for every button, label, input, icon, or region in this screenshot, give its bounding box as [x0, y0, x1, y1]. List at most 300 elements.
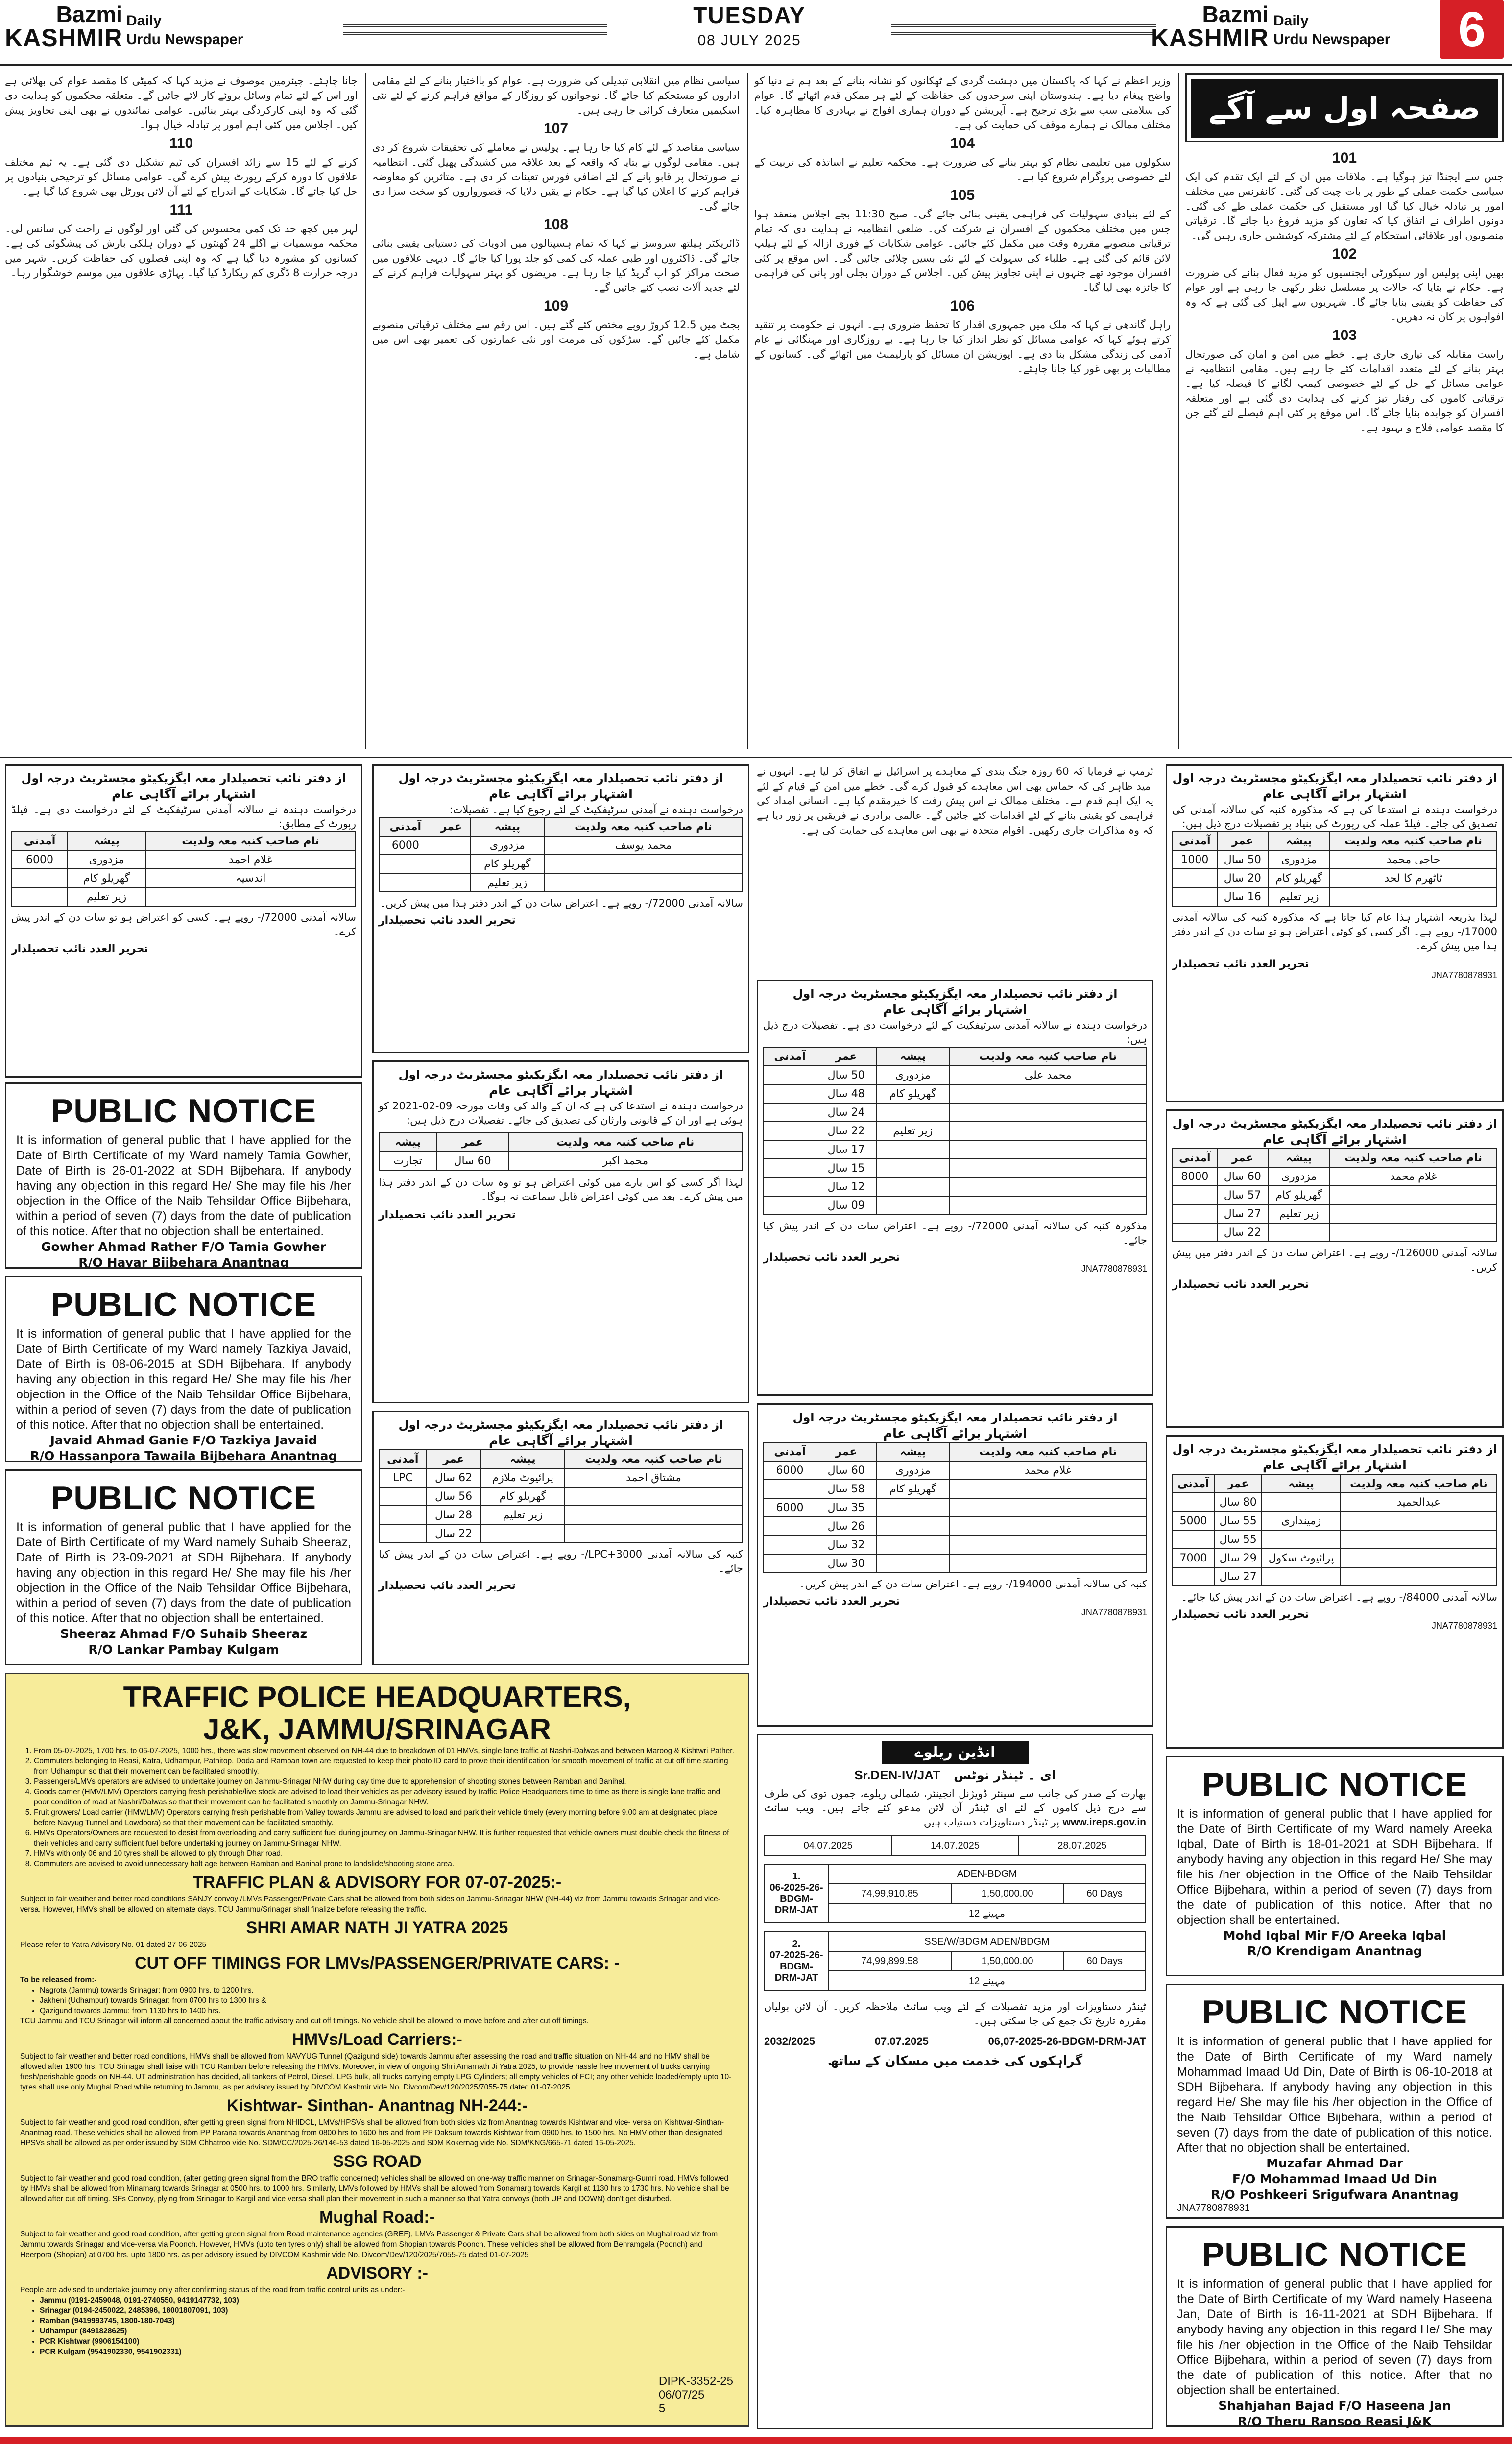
notice-title: PUBLIC NOTICE	[51, 1092, 316, 1129]
cell	[1341, 1530, 1497, 1549]
ad-body-2: سالانہ آمدنی 72000/- روپے ہے۔ اعتراض سات دن کے اندر دفتر ہذا میں پیش کریں۔	[380, 897, 743, 909]
cell	[764, 1554, 816, 1573]
ad-body: درخواست دہندہ نے استدعا کی ہے کہ ان کے والد کی وفات مورخہ 09-02-2021 کو ہوئی ہے اور ان کے قانونی وارثان کی تصدیق کی جائے۔ تفصیلات درج ذیل ہیں:	[379, 1100, 743, 1126]
notice-body: It is information of general public that I have applied for the Date of Birth Certificate of my Ward namely Suhaib Sheeraz, Date of Birth is 23-09-2021 at SDH Bijbehara. If anybody having any objection in this regard He/ She may file his /her objection in the Office of the Naib Tehsildar Office Bijbehara, within a period of seven (7) days from the date of publication of this notice. After that no objection shall be entertained.	[16, 1520, 351, 1625]
ad-subheader: اشتہار برائے آگاہی عام	[1263, 1132, 1407, 1147]
th-job: پیشہ	[1268, 832, 1330, 850]
ad-tahsildar-8	[757, 1403, 1153, 1727]
cell: 55 سال	[1214, 1530, 1262, 1549]
cell	[1330, 1223, 1497, 1242]
cell: 17 سال	[816, 1140, 876, 1159]
ad-amount: 126000/-	[1392, 1247, 1439, 1259]
cell: 32 سال	[816, 1536, 876, 1554]
cell: اندسیہ	[145, 869, 356, 888]
col-rule-1	[1178, 73, 1179, 749]
notice-signature: Javaid Ahmad Ganie F/O Tazkiya Javaid	[50, 1433, 317, 1447]
news-column-2: وزیر اعظم نے کہا کہ پاکستان میں دہشت گردی کے ٹھکانوں کو نشانہ بنانے کے بعد ہم نے دنیا کو واضح پیغام دیا ہے۔ ہندوستان اپنی سرحدوں کی حفاظت کے لئے ہر ممکن قدم اٹھائے گا۔ عوام کی سلامتی سب سے بڑی ترجیح ہے۔ آپریشن کے دوران ہماری افواج نے بہادری کا مظاہرہ کیا۔ مختلف ممالک نے ہمارے موقف کی حمایت کی ہے۔ 104 سکولوں میں تعلیمی نظام کو بہتر بنانے کی ضرورت ہے۔ محکمہ تعلیم نے اساتذہ کی تربیت کے لئے خصوصی پروگرام شروع کیا ہے۔ 105 کے لئے بنیادی سہولیات کی فراہمی یقینی بنائی جائے گی۔ صبح 11:30 بجے اجلاس منعقد ہوا جس میں مختلف محکموں کے افسران نے شرکت کی۔ ضلعی انتظامیہ نے ہدایت دی کہ تمام ترقیاتی منصوبے مقررہ وقت میں مکمل کئے جائیں۔ عوامی شکایات کے فوری ازالہ کے لئے ہیلپ لائن قائم کی گئی ہے۔ طلباء کی سہولت کے لئے نئی بسیں چلائی جائیں گی۔ اس موقع پر کئی افسران موجود تھے جنہوں نے اپنی تجاویز پیش کیں۔ اجلاس کے دوران بجلی اور پانی کی فراہمی کا جائزہ بھی لیا گیا۔ 106 راہل گاندھی نے کہا کہ ملک میں جمہوری اقدار کا تحفظ ضروری ہے۔ انہوں نے حکومت پر تنقید کرتے ہوئے کہا کہ عوامی مسائل کو نظر انداز کیا جا رہا ہے۔ بے روزگاری اور مہنگائی نے عام آدمی کی زندگی مشکل بنا دی ہے۔ اپوزیشن ان مسائل کو پارلیمنٹ میں اٹھائے گی۔ کسانوں کے مطالبات پر بھی غور کیا جانا چاہئے۔	[754, 75, 1171, 375]
tender-header: انڈین ریلوے	[882, 1741, 1029, 1764]
masthead-date: 08 JULY 2025	[697, 32, 801, 48]
cell	[764, 1196, 816, 1215]
cell	[764, 1177, 816, 1196]
public-notice-3	[5, 1469, 362, 1665]
th-name: نام صاحب کنبہ معہ ولدیت	[1341, 1474, 1497, 1493]
cont-num-102: 102	[1332, 246, 1357, 262]
cell	[764, 1066, 816, 1084]
logo-line2: KASHMIR	[5, 24, 123, 51]
cell: 5000	[1173, 1512, 1214, 1530]
tender-footer-date: 07.07.2025	[874, 2035, 929, 2047]
ad-subheader: اشتہار برائے آگاہی عام	[1263, 1458, 1407, 1473]
kishtwar-text: Subject to fair weather and good road condition, after getting green signal from NHIDCL, LMVs/HPSVs shall be allowed from both sides viz from Anantnag towards Kishtwar and vice- versa on Kishtwar-Sinthan-Anantnag road. These vehicles shall be allowed from PP Parana towards Anantnag from 0800 hrs to 1600 hrs and from PP Daksum towards Kishtwar from 0900 hrs. to 1500 hrs. No HMV other than designated HPSVs shall be allowed as per order issued by SDM Chhatroo vide No. SDM/CC/2025-26/146-53 dated 16-05-2025 and SDM Kokernag vide No. SDM/KNG/665-71 dated 16-05-2025.	[20, 2118, 724, 2147]
ad-header: از دفتر نائب تحصیلدار معہ ایگزیکیٹو مجسٹریٹ درجہ اول	[792, 987, 1118, 1001]
cell	[949, 1084, 1147, 1103]
cell: 12 سال	[816, 1177, 876, 1196]
th-age: عمر	[1217, 1149, 1268, 1167]
kishtwar-title: Kishtwar- Sinthan- Anantnag NH-244:-	[226, 2096, 528, 2115]
cell	[1173, 1530, 1214, 1549]
th-job: پیشہ	[481, 1450, 565, 1468]
masthead-day: TUESDAY	[693, 2, 806, 28]
cell	[1173, 869, 1217, 888]
col-rule-2	[747, 73, 748, 749]
cell: 22 سال	[816, 1122, 876, 1140]
mughal-text: Subject to fair weather and good road condition, after getting green signal from Road maintenance agencies (GREF), LMVs Passenger & Private Cars shall be allowed from both sides on Mughal road viz from Jammu towards Srinagar and vice-versa via Poonch. However, HMVs (upto ten tyres only) shall be allowed from Shopian towards Poonch. These vehicles shall be allowed from Behramgala (Poonch) and Heerpora (Shopian) at 0700 hrs. upto 1800 hrs. as per advisory issued by DIVCOM Kashmir vide No. Divcom/Dev/120/2025/7055-75 dated 01-07-2025	[20, 2230, 718, 2259]
cont-num-109: 109	[543, 298, 569, 314]
tender-site: www.ireps.gov.in	[1062, 1817, 1146, 1828]
news-column-3: سیاسی نظام میں انقلابی تبدیلی کی ضرورت ہے۔ عوام کو بااختیار بنانے کے لئے مقامی اداروں کو مستحکم کیا جائے گا۔ نوجوانوں کو روزگار کے مواقع فراہم کرنے کے لئے نئی اسکیمیں متعارف کرائی جا رہی ہیں۔ 107 سیاسی مقاصد کے لئے کام کیا جا رہا ہے۔ پولیس نے معاملے کی تحقیقات شروع کر دی ہیں۔ مقامی لوگوں نے بتایا کہ واقعہ کے بعد علاقہ میں کشیدگی پھیل گئی۔ انتظامیہ نے صورتحال پر قابو پانے کے لئے اضافی فورس تعینات کر دی ہے۔ متاثرین کو معاوضہ فراہم کرنے کا اعلان کیا گیا ہے۔ حکام نے یقین دلایا کہ قصورواروں کو سخت سزا دی جائے گی۔ 108 ڈائریکٹر ہیلتھ سروسز نے کہا کہ تمام ہسپتالوں میں ادویات کی دستیابی یقینی بنائی جائے گی۔ ڈاکٹروں اور طبی عملہ کی کمی کو جلد پورا کیا جائے گا۔ دیہی علاقوں میں صحت مراکز کو اپ گریڈ کیا جا رہا ہے۔ مریضوں کو بہتر سہولیات فراہم کرنے کے لئے جدید آلات نصب کئے جائیں گے۔ 109 بجٹ میں 12.5 کروڑ روپے مختص کئے گئے ہیں۔ اس رقم سے مختلف ترقیاتی منصوبے مکمل کئے جائیں گے۔ سڑکوں کی مرمت اور نئی عمارتوں کی تعمیر بھی اس میں شامل ہے۔	[372, 75, 740, 360]
cell	[1173, 1186, 1217, 1204]
masthead-logo-right	[1151, 3, 1269, 50]
ad-header: از دفتر نائب تحصیلدار معہ ایگزیکیٹو مجسٹریٹ درجہ اول	[398, 771, 723, 785]
tender-footer	[764, 2035, 1146, 2048]
th-name: نام صاحب کنبہ معہ ولدیت	[1330, 832, 1497, 850]
ad-header: از دفتر نائب تحصیلدار معہ ایگزیکیٹو مجسٹریٹ درجہ اول	[398, 1418, 723, 1432]
logo-line1: Bazmi	[56, 1, 122, 27]
release-item: • Qazigund towards Jammu: from 1130 hrs to 1400 hrs.	[40, 2006, 734, 2016]
release-note: TCU Jammu and TCU Srinagar will inform all concerned about the traffic advisory and cut off timings. No vehicle shall be allowed to move before and after cut off timings.	[20, 2017, 589, 2025]
cell	[1173, 1223, 1217, 1242]
traffic-item: 1. From 05-07-2025, 1700 hrs. to 06-07-2025, 1000 hrs., there was slow movement observed on NH-44 due to breakdown of 01 HMVs, single lane traffic at Nashri-Dalwas and between Maroog & Kishtwri Pather.	[34, 1746, 734, 1756]
masthead-rule-left	[343, 24, 607, 35]
notice-address: R/O Theru Ransoo Reasi J&K	[1237, 2414, 1432, 2428]
cell: 58 سال	[816, 1480, 876, 1498]
cell: پرائیوٹ ملازم	[481, 1468, 565, 1487]
cell	[379, 1524, 427, 1543]
traffic-item: 3. Passengers/LMVs operators are advised to undertake journey on Jammu-Srinagar NHW during day time due to apprehension of shooting stones between Ramban and Banihal.	[34, 1777, 734, 1787]
cell: مزدوری	[1268, 1167, 1330, 1186]
news-bottom-rule	[0, 757, 1512, 758]
cell	[949, 1177, 1147, 1196]
th-income: آمدنی	[12, 832, 68, 850]
th-age: عمر	[436, 1133, 508, 1152]
cell: مشتاق احمد	[565, 1468, 743, 1487]
cell	[1341, 1512, 1497, 1530]
dipk-number: DIPK-3352-25	[658, 2375, 733, 2388]
hmv-title: HMVs/Load Carriers:-	[292, 2030, 462, 2049]
sub-line1: Daily	[126, 13, 162, 29]
cont-num-108: 108	[543, 216, 569, 233]
cell: 09 سال	[816, 1196, 876, 1215]
cell: 57 سال	[1217, 1186, 1268, 1204]
cell: گھریلو کام	[1268, 869, 1330, 888]
ad-body-2: لہذا اگر کسی کو اس بارے میں کوئی اعتراض ہو تو وہ سات دن کے اندر دفتر ہذا میں پیش کرے۔ بعد میں کوئی اعتراض قابل سماعت نہ ہوگا۔	[379, 1176, 743, 1202]
th-income: آمدنی	[1173, 1474, 1214, 1493]
cell: غلام محمد	[1330, 1167, 1497, 1186]
ad-header: از دفتر نائب تحصیلدار معہ ایگزیکیٹو مجسٹریٹ درجہ اول	[1172, 1442, 1497, 1456]
cell	[764, 1122, 816, 1140]
cell	[1173, 888, 1217, 906]
traffic-item: 2. Commuters belonging to Reasi, Katra, Udhampur, Patnitop, Doda and Ramban town are requested to keep their photo ID card to prove their identification for smooth movement of traffic at cut off time starting from Udhampur so that their movement can be facilitated smoothly.	[34, 1756, 734, 1777]
cell	[1173, 1204, 1217, 1223]
cell	[876, 1498, 949, 1517]
cell	[764, 1536, 816, 1554]
cell	[1173, 1493, 1214, 1512]
cell	[949, 1159, 1147, 1177]
notice-address: R/O Poshkeeri Srigufwara Anantnag	[1211, 2187, 1459, 2202]
tender-num-cell	[765, 1864, 828, 1923]
cell	[544, 873, 743, 892]
ad-signoff: تحریر العدد نائب تحصیلدار	[1172, 1609, 1309, 1621]
footer-bar	[0, 2437, 1512, 2444]
th-income: آمدنی	[764, 1047, 816, 1066]
tender-id: 07-2025-26-BDGM-DRM-JAT	[769, 1950, 823, 1983]
cell	[876, 1517, 949, 1536]
cell: غلام احمد	[145, 850, 356, 869]
masthead-logo-left	[5, 3, 122, 50]
ad-signoff: تحریر العدد نائب تحصیلدار	[1172, 958, 1309, 970]
cont-num-105: 105	[950, 187, 975, 203]
cell: LPC	[379, 1468, 427, 1487]
mughal-title: Mughal Road:-	[319, 2208, 435, 2227]
cell	[949, 1498, 1147, 1517]
release-item: • Jakheni (Udhampur) towards Srinagar: from 0700 hrs to 1300 hrs &	[40, 1995, 734, 2006]
notice-parent: F/O Mohammad Imaad Ud Din	[1232, 2172, 1438, 2186]
tender-period: 60 Days	[1063, 1951, 1146, 1971]
cont-num-107: 107	[543, 120, 569, 137]
cell: 26 سال	[816, 1517, 876, 1536]
cell: زیر تعلیم	[471, 873, 544, 892]
cell: حاجی محمد	[1330, 850, 1497, 869]
th-name: نام صاحب کنبہ معہ ولدیت	[544, 817, 743, 836]
ad-subheader: اشتہار برائے آگاہی عام	[1263, 787, 1407, 802]
ad-subheader: اشتہار برائے آگاہی عام	[112, 787, 256, 802]
cell	[12, 888, 68, 906]
ad-table	[1172, 1474, 1497, 1586]
masthead-bottom-rule	[0, 64, 1512, 66]
ad-amount: LPC+3000/-	[581, 1548, 643, 1560]
ad-body-2: سالانہ آمدنی 126000/- روپے ہے۔ اعتراض سات دن کے اندر دفتر میں پیش کریں۔	[1172, 1247, 1497, 1273]
ad-signoff: تحریر العدد نائب تحصیلدار	[379, 914, 516, 927]
th-job: پیشہ	[471, 817, 544, 836]
notice-address: R/O Krendigam Anantnag	[1247, 1944, 1422, 1958]
cell: محمد اکبر	[508, 1152, 743, 1170]
ad-tahsildar-2	[5, 764, 362, 1078]
ad-signoff: تحریر العدد نائب تحصیلدار	[379, 1209, 516, 1221]
th-income: آمدنی	[1173, 1149, 1217, 1167]
th-income: آمدنی	[764, 1442, 816, 1461]
sub-line2: Urdu Newspaper	[126, 31, 243, 48]
cell: زیر تعلیم	[1268, 1204, 1330, 1223]
ad-amount: 72000/-	[645, 897, 685, 909]
th-name: نام صاحب کنبہ معہ ولدیت	[949, 1047, 1147, 1066]
cell	[379, 1506, 427, 1524]
cell	[764, 1140, 816, 1159]
cell: گھریلو کام	[1268, 1186, 1330, 1204]
tender-no: 2.	[792, 1939, 801, 1949]
tender-notice-title: ای ۔ ٹینڈر نوٹس	[954, 1768, 1056, 1783]
yatra-title: SHRI AMAR NATH JI YATRA 2025	[246, 1919, 508, 1937]
tender-num-cell	[765, 1932, 828, 1991]
cell: 30 سال	[816, 1554, 876, 1573]
railway-tender	[757, 1734, 1153, 2429]
tender-intro: بھارت کے صدر کی جانب سے سینئر ڈویژنل انجینئر، شمالی ریلوے، جموں توی کی طرف سے درج ذیل کاموں کے لئے ای ٹینڈر آن لائن مدعو کئے جاتے ہیں۔ ویب سائٹ www.ireps.gov.in پر ٹینڈر دستاویزات دستیاب ہیں۔	[764, 1788, 1146, 1828]
cell	[764, 1480, 816, 1498]
cell	[949, 1536, 1147, 1554]
ad-tahsildar-3	[372, 764, 749, 1053]
th-job: پیشہ	[68, 832, 145, 850]
cell	[949, 1517, 1147, 1536]
ad-body-2: لہذا بذریعہ اشتہار ہذا عام کیا جاتا ہے کہ مذکورہ کنبہ کی سالانہ آمدنی 17000/- روپے ہے۔ اگر کسی کو کوئی اعتراض ہو تو سات دن کے اندر دفتر ہذا میں پیش کرے۔	[1172, 912, 1497, 952]
cell	[432, 855, 471, 873]
cell: 7000	[1173, 1549, 1214, 1567]
notice-signature: Mohd Iqbal Mir F/O Areeka Iqbal	[1223, 1928, 1446, 1943]
tender-emd: 1,50,000.00	[951, 1951, 1064, 1971]
ad-tahsildar-1	[1166, 764, 1504, 1102]
ad-code: JNA7780878931	[1431, 970, 1497, 980]
headline-title: صفحہ اول سے آگے	[1191, 79, 1498, 138]
traffic-plan-text: Subject to fair weather and better road conditions SANJY convoy /LMVs Passenger/Private Cars shall be allowed from both sides on Jammu-Srinagar NHW (NH-44) viz from Jammu towards Srinagar and vice-versa. However, HMVs shall be allowed on alternate days. TCU Jammu/Srinagar shall finalize before releasing the traffic.	[20, 1895, 720, 1914]
public-notice-2	[5, 1276, 362, 1462]
cell: 6000	[764, 1461, 816, 1480]
cell: 60 سال	[436, 1152, 508, 1170]
tender-date: 28.07.2025	[1019, 1836, 1146, 1855]
ad-body: درخواست دہندہ نے سالانہ آمدنی سرٹیفکیٹ کے لئے درخواست دی ہے۔ فیلڈ رپورٹ کے مطابق:	[11, 804, 356, 830]
notice-title: PUBLIC NOTICE	[1202, 2236, 1467, 2273]
ad-body: درخواست دہندہ نے استدعا کی ہے کہ مذکورہ کنبہ کی سالانہ آمدنی کی تصدیق کی جائے۔ فیلڈ عملہ کی رپورٹ کی بنیاد پر تفصیلات درج ذیل ہیں:	[1172, 804, 1497, 830]
ad-table	[1172, 1148, 1497, 1242]
ad-subheader: اشتہار برائے آگاہی عام	[489, 787, 633, 802]
traffic-item: 7. HMVs with only 06 and 10 tyres shall be allowed to ply through Dhar road.	[34, 1849, 734, 1859]
notice-title: PUBLIC NOTICE	[51, 1286, 316, 1323]
dipk-count: 5	[658, 2402, 666, 2415]
cell: 27 سال	[1214, 1567, 1262, 1586]
logo-line2-right: KASHMIR	[1151, 24, 1269, 51]
notice-address: R/O Hayar Bijbehara Anantnag	[78, 1255, 289, 1270]
cell: 27 سال	[1217, 1204, 1268, 1223]
tender-work: ADEN-BDGM	[828, 1864, 1146, 1884]
cell	[1341, 1549, 1497, 1567]
cell	[949, 1196, 1147, 1215]
tender-note: ٹینڈر دستاویزات اور مزید تفصیلات کے لئے ویب سائٹ ملاحظہ کریں۔ آن لائن بولیاں مقررہ تاریخ تک جمع کی جا سکتی ہیں۔	[764, 2001, 1146, 2027]
tender-work: SSE/W/BDGM ADEN/BDGM	[828, 1932, 1146, 1951]
cell: زیر تعلیم	[68, 888, 145, 906]
tender-value: 74,99,899.58	[828, 1951, 951, 1971]
cell: 50 سال	[1217, 850, 1268, 869]
notice-body: It is information of general public that I have applied for the Date of Birth Certificate of my Ward namely Tamia Gowher, Date of Birth is 26-01-2022 at SDH Bijbehara. If anybody having any objection in this regard He/ She may file his /her objection in the Office of the Naib Tehsildar Office Bijbehara, within a period of seven (7) days from the date of publication of this notice. After that no objection shall be entertained.	[16, 1133, 351, 1238]
cell	[432, 836, 471, 855]
ad-body-2: کنبہ کی سالانہ آمدنی LPC+3000/- روپے ہے۔ اعتراض سات دن کے اندر پیش کیا جائے۔	[379, 1548, 743, 1574]
cell: 6000	[12, 850, 68, 869]
tender-footer-code: 2032/2025	[764, 2035, 815, 2047]
public-notice-1	[5, 1082, 362, 1269]
traffic-advisory	[5, 1673, 749, 2427]
cell	[379, 1487, 427, 1506]
ad-header: از دفتر نائب تحصیلدار معہ ایگزیکیٹو مجسٹریٹ درجہ اول	[792, 1411, 1118, 1424]
cell: 20 سال	[1217, 869, 1268, 888]
contact-item: • Srinagar (0194-2450022, 2485396, 18001807091, 103)	[40, 2305, 734, 2316]
notice-signature: Sheeraz Ahmad F/O Suhaib Sheeraz	[60, 1627, 308, 1641]
th-age: عمر	[1217, 832, 1268, 850]
cell: زیر تعلیم	[1268, 888, 1330, 906]
yatra-text: Please refer to Yatra Advisory No. 01 dated 27-06-2025	[20, 1941, 207, 1949]
cell: 80 سال	[1214, 1493, 1262, 1512]
notice-body: It is information of general public that I have applied for the Date of Birth Certificate of my Ward namely Mohammad Imaad Ud Din, Date of Birth is 06-10-2018 at SDH Bijbehara. If anybody having any objection in this regard He/ She may file his /her objection in the Office of the Naib Tehsildar Office Bijbehara, within a period of seven (7) days from the date of publication of this notice. After that no objection shall be entertained.	[1177, 2035, 1492, 2155]
ad-tahsildar-4	[1166, 1109, 1504, 1428]
cell: 22 سال	[1217, 1223, 1268, 1242]
news-column-5: ٹرمپ نے فرمایا کہ 60 روزہ جنگ بندی کے معاہدے پر اسرائیل نے اتفاق کر لیا ہے۔ انہوں نے امید ظاہر کی کہ حماس بھی اس معاہدے کو قبول کرے گی۔ خطے میں امن کے قیام کے لئے یہ ایک اہم قدم ہے۔ مختلف ممالک نے اس پیش رفت کا خیرمقدم کیا ہے۔ انسانی امداد کی فراہمی کو یقینی بنانے کے لئے اقدامات کئے جائیں گے۔ عالمی برادری نے فریقین پر زور دیا ہے کہ وہ مذاکرات جاری رکھیں۔ اقوام متحدہ نے بھی اس معاہدے کی حمایت کی ہے۔	[757, 766, 1153, 836]
cell: 24 سال	[816, 1103, 876, 1122]
col-rule-3	[365, 73, 366, 749]
tender-ref: Sr.DEN-IV/JAT	[854, 1768, 940, 1782]
ad-code: JNA7780878931	[1081, 1608, 1147, 1617]
tender-date: 14.07.2025	[891, 1836, 1018, 1855]
ssg-text: Subject to fair weather and good road condition, (after getting green signal from the BRO traffic concerned) vehicles shall be allowed on one-way traffic manner on Srinagar-Sonamarg-Gumri road. HMVs followed by HMVs shall be allowed from Minamarg towards Srinagar at 0500 hrs. to 1000 hrs. Similarly, LMVs followed by HMVs shall be allowed from Sonamarg towards Kargil at 1130 hrs to 1730 hrs. No vehicle shall be allowed after cut off timing. SFs Convoy, plying from Srinagar to Kargil and vice versa shall plan their movement in such a manner so that Yatra convoys (both UP and DOWN) don't get disturbed.	[20, 2174, 729, 2203]
cell	[764, 1159, 816, 1177]
news-column-1: 101 جس سے ایجنڈا تیز ہوگیا ہے۔ ملاقات میں ان کے لئے ایک تقدم کی ایک سیاسی حکمت عملی کے طور پر بات چیت کی گئی۔ کانفرنس میں مختلف امور پر تبادلہ خیال کیا گیا اور مستقبل کی حکمت عملی طے کی گئی۔ دونوں اطراف نے اتفاق کیا کہ تعاون کو مزید فروغ دیا جائے گا۔ ترقیاتی منصوبوں اور علاقائی استحکام کے لئے مشترکہ کوششیں جاری رہیں گی۔ 102 بھیں اپنی پولیس اور سیکورٹی ایجنسیوں کو مزید فعال بنانے کی ضرورت ہے۔ حکام نے بتایا کہ حالات پر مسلسل نظر رکھی جا رہی ہے اور عوام کی حفاظت کو یقینی بنایا جائے گا۔ شہریوں سے اپیل کی گئی ہے کہ وہ افواہوں پر کان نہ دھریں۔ 103 راست مقابلہ کی تیاری جاری ہے۔ خطے میں امن و امان کی صورتحال بہتر بنانے کے لئے متعدد اقدامات کئے جا رہے ہیں۔ مقامی انتظامیہ نے عوامی مسائل کے حل کے لئے خصوصی کیمپ لگانے کا فیصلہ کیا ہے۔ ترقیاتی کاموں کی رفتار تیز کرنے کی ہدایت دی گئی ہے اور متعلقہ افسران کو جوابدہ بنایا جائے گا۔ اس موقع پر کئی اہم فیصلے لئے گئے جن کا مقصد عوامی فلاح و بہبود ہے۔	[1185, 150, 1504, 433]
ad-body-2: سالانہ آمدنی 72000/- روپے ہے۔ کسی کو اعتراض ہو تو سات دن کے اندر پیش کرے۔	[11, 912, 356, 937]
cell	[379, 855, 432, 873]
ad-amount: 84000/-	[1399, 1591, 1440, 1603]
cell	[379, 873, 432, 892]
cell	[876, 1554, 949, 1573]
cell	[876, 1159, 949, 1177]
contact-item: • PCR Kishtwar (9906154100)	[40, 2336, 734, 2347]
ad-tahsildar-7	[372, 1411, 749, 1665]
notice-title: PUBLIC NOTICE	[51, 1479, 316, 1516]
cell: مزدوری	[471, 836, 544, 855]
sub-line1-right: Daily	[1273, 13, 1309, 29]
th-job: پیشہ	[1262, 1474, 1340, 1493]
cell: 1000	[1173, 850, 1217, 869]
ad-table	[763, 1442, 1147, 1573]
ad-code: JNA7780878931	[1431, 1621, 1497, 1631]
cell	[949, 1554, 1147, 1573]
notice-body: It is information of general public that I have applied for the Date of Birth Certificate of my Ward namely Tazkiya Javaid, Date of Birth is 08-06-2015 at SDH Bijbehara. If anybody having any objection in this regard He/ She may file his /her objection in the Office of the Naib Tehsildar Office Bijbehara, within a period of seven (7) days from the date of publication of this notice. After that no objection shall be entertained.	[16, 1327, 351, 1432]
ad-signoff: تحریر العدد نائب تحصیلدار	[1172, 1278, 1309, 1291]
cell: مزدوری	[876, 1066, 949, 1084]
ad-body-2: سالانہ آمدنی 84000/- روپے ہے۔ اعتراض سات دن کے اندر پیش کیا جائے۔	[1181, 1591, 1497, 1603]
cell: 60 سال	[1217, 1167, 1268, 1186]
th-name: نام صاحب کنبہ معہ ولدیت	[145, 832, 356, 850]
cell: پرائیوٹ سکول	[1262, 1549, 1340, 1567]
ad-amount: 72000/-	[968, 1220, 1008, 1232]
cont-num-110: 110	[169, 135, 193, 151]
cont-num-106: 106	[950, 298, 975, 314]
notice-address: R/O Lankar Pambay Kulgam	[88, 1642, 279, 1657]
ad-tahsildar-6	[372, 1060, 749, 1403]
tender-footer-ref: 06,07-2025-26-BDGM-DRM-JAT	[988, 2035, 1146, 2047]
cell	[145, 888, 356, 906]
tender-months: 12 مہینے	[828, 1903, 1146, 1923]
masthead-rule-right	[891, 24, 1156, 35]
release-item: • Nagrota (Jammu) towards Srinagar: from 0900 hrs. to 1200 hrs.	[40, 1985, 734, 1995]
cell	[432, 873, 471, 892]
th-income: آمدنی	[379, 817, 432, 836]
tender-period: 60 Days	[1063, 1884, 1146, 1903]
release-list	[20, 1985, 734, 2016]
th-age: عمر	[432, 817, 471, 836]
hmv-text: Subject to fair weather and better road conditions, HMVs shall be allowed from NAVYUG Tunnel (Qazigund side) towards Jammu after assessing the road and traffic situation on NH-44 and no HMV shall be allowed after 1900 hrs. TCU Srinagar shall liaise with TCU Ramban before releasing the HMVs. Moreover, in view of ongoing Shri Amarnath Ji Yatra 2025, to provide hassle free movement of trucks carrying fresh/perishable goods on NH-44. UT administration has decided, all tankers of Petrol, Diesel, LPG bulk, all trucks carrying empty LPG Cylinders; all empty vehicles of FCI; any other vehicle loaded/empty upto 10-tyres shall use only Mughal Road while returning to Jammu, as per advisory issued by DIVCOM Kashmir vide No. Divcom/Dev/120/2025/7055-75 dated 01-07-2025	[20, 2052, 732, 2091]
ad-body: درخواست دہندہ نے سالانہ آمدنی سرٹیفکیٹ کے لئے درخواست دی ہے۔ تفصیلات درج ذیل ہیں:	[763, 1019, 1147, 1045]
notice-title: PUBLIC NOTICE	[1202, 1766, 1467, 1803]
cell	[1262, 1493, 1340, 1512]
cont-num-104: 104	[950, 135, 975, 151]
cell	[1268, 1223, 1330, 1242]
masthead-sub-left	[126, 12, 243, 48]
tender-id: 06-2025-26-BDGM-DRM-JAT	[769, 1882, 823, 1916]
traffic-plan-title: TRAFFIC PLAN & ADVISORY FOR 07-07-2025:-	[192, 1873, 562, 1892]
cell	[764, 1517, 816, 1536]
cell	[1330, 888, 1497, 906]
sub-line2-right: Urdu Newspaper	[1273, 31, 1391, 48]
public-notice-6	[1166, 2226, 1504, 2427]
cell: 8000	[1173, 1167, 1217, 1186]
ad-signoff: تحریر العدد نائب تحصیلدار	[379, 1580, 516, 1592]
tender-row-1	[764, 1864, 1146, 1923]
cell	[876, 1103, 949, 1122]
cell	[12, 869, 68, 888]
notice-signature: Gowher Ahmad Rather F/O Tamia Gowher	[41, 1240, 327, 1254]
cell	[764, 1103, 816, 1122]
contact-item: • Ramban (9419993745, 1800-180-7043)	[40, 2316, 734, 2326]
th-income: آمدنی	[1173, 832, 1217, 850]
contact-item: • PCR Kulgam (9541902330, 9541902331)	[40, 2347, 734, 2357]
cell	[481, 1524, 565, 1543]
advisory-text: People are advised to undertake journey only after confirming status of the road from traffic control units as under:-	[20, 2286, 405, 2294]
ad-table	[379, 1132, 743, 1171]
th-name: نام صاحب کنبہ معہ ولدیت	[565, 1450, 743, 1468]
cell: مزدوری	[876, 1461, 949, 1480]
ad-code: JNA7780878931	[1081, 1264, 1147, 1273]
cell: 29 سال	[1214, 1549, 1262, 1567]
cell: 62 سال	[427, 1468, 481, 1487]
cell	[565, 1487, 743, 1506]
ad-body-2: مذکورہ کنبہ کی سالانہ آمدنی 72000/- روپے ہے۔ اعتراض سات دن کے اندر پیش کیا جائے۔	[763, 1220, 1147, 1246]
cell	[876, 1177, 949, 1196]
cutoff-title: CUT OFF TIMINGS FOR LMVs/PASSENGER/PRIVATE CARS: -	[135, 1954, 620, 1972]
cell	[1173, 1567, 1214, 1586]
cell	[949, 1140, 1147, 1159]
traffic-item: 5. Fruit growers/ Load carrier (HMV/LMV) Operators carrying fresh perishable from Valley towards Jammu are advised to load and park their vehicle timely (every morning before 9.00 am at designated place before Navyug Tunnel and Lowdoora) so that their movement can be facilitated smoothly.	[34, 1807, 734, 1828]
cell	[544, 855, 743, 873]
tender-row-2	[764, 1931, 1146, 1991]
news-column-4: جانا چاہئے۔ چیئرمین موصوف نے مزید کہا کہ کمیٹی کا مقصد عوام کی بھلائی ہے اور اس کے لئے تمام وسائل بروئے کار لائے جائیں گے۔ متعلقہ محکموں کو ہدایت دی گئی کہ وہ اپنی کارکردگی بہتر بنائیں۔ عوامی نمائندوں نے بھی اپنی تجاویز پیش کیں۔ اجلاس میں کئی اہم امور پر تبادلہ خیال ہوا۔ 110 کرنے کے لئے 15 سے زائد افسران کی ٹیم تشکیل دی گئی ہے۔ یہ ٹیم مختلف علاقوں کا دورہ کرکے رپورٹ پیش کرے گی۔ عوامی مسائل کو ترجیحی بنیادوں پر حل کیا جائے گا۔ شکایات کے اندراج کے لئے آن لائن پورٹل بھی شروع کیا گیا ہے۔ 111 لہر میں کچھ حد تک کمی محسوس کی گئی اور لوگوں نے راحت کی سانس لی۔ محکمہ موسمیات نے اگلے 24 گھنٹوں کے دوران ہلکی بارش کی پیشگوئی کی ہے۔ کسانوں کو مشورہ دیا گیا ہے کہ وہ اپنی فصلوں کی حفاظت کریں۔ شہر میں درجہ حرارت 8 ڈگری کم ریکارڈ کیا گیا۔ پہاڑی علاقوں میں موسم خوشگوار رہا۔	[5, 75, 358, 279]
cell	[1330, 1186, 1497, 1204]
cont-num-103: 103	[1332, 327, 1357, 343]
contact-item: • Jammu (0191-2459048, 0191-2740550, 9419147732, 103)	[40, 2295, 734, 2305]
cell: 6000	[764, 1498, 816, 1517]
dipk-date: 06/07/25	[658, 2388, 705, 2401]
ad-table	[1172, 831, 1497, 907]
th-job: پیشہ	[876, 1047, 949, 1066]
cell	[764, 1084, 816, 1103]
cell: مزدوری	[1268, 850, 1330, 869]
cell: 35 سال	[816, 1498, 876, 1517]
cell: زمینداری	[1262, 1512, 1340, 1530]
ad-header: از دفتر نائب تحصیلدار معہ ایگزیکیٹو مجسٹریٹ درجہ اول	[21, 771, 346, 785]
tender-date: 04.07.2025	[765, 1836, 891, 1855]
ad-amount: 194000/-	[1005, 1578, 1052, 1590]
